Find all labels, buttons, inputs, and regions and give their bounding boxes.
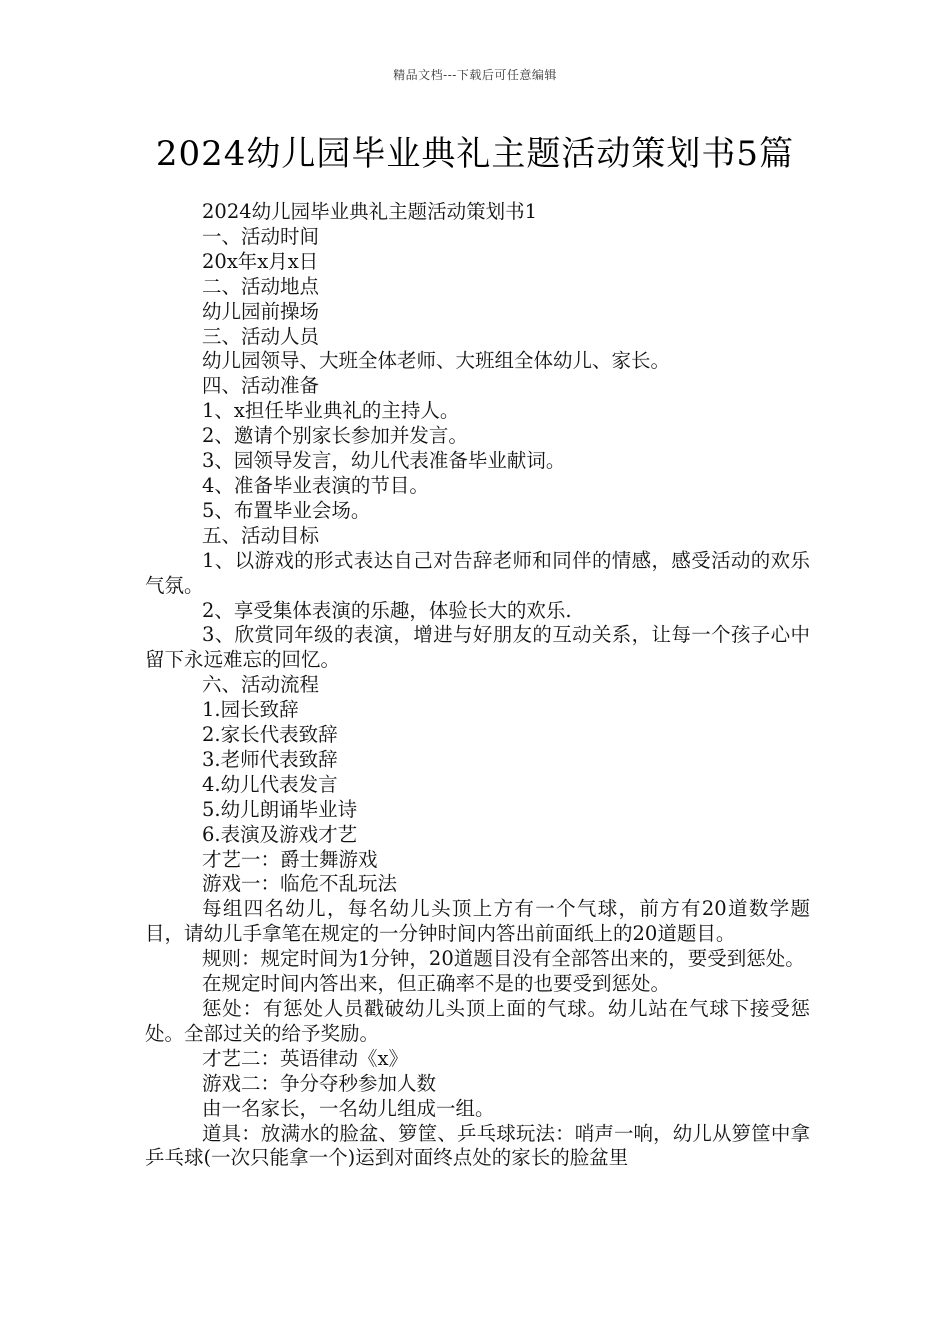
- paragraph: 道具：放满水的脸盆、箩筐、乒乓球玩法：哨声一响，幼儿从箩筐中拿乒乓球(一次只能拿一个)运到对面终点处的家长的脸盆里: [145, 1121, 810, 1170]
- list-item: 4、准备毕业表演的节目。: [202, 473, 429, 497]
- paragraph: 幼儿园领导、大班全体老师、大班组全体幼儿、家长。: [202, 349, 671, 373]
- list-item: 3.老师代表致辞: [202, 747, 338, 771]
- list-item: 3、欣赏同年级的表演，增进与好朋友的互动关系，让每一个孩子心中留下永远难忘的回忆。: [145, 623, 810, 672]
- paragraph: 惩处：有惩处人员戳破幼儿头顶上面的气球。幼儿站在气球下接受惩处。全部过关的给予奖励。: [145, 997, 810, 1045]
- subheading: 才艺二：英语律动《x》: [202, 1046, 408, 1070]
- list-item: 5.幼儿朗诵毕业诗: [202, 797, 358, 821]
- section-title: 2024幼儿园毕业典礼主题活动策划书1: [202, 200, 538, 223]
- document-body: [145, 200, 810, 1171]
- list-item: 2.家长代表致辞: [202, 723, 338, 747]
- list-item: 2、邀请个别家长参加并发言。: [202, 424, 468, 448]
- list-item: 5、布置毕业会场。: [202, 498, 371, 522]
- paragraph: 20x年x月x日: [202, 249, 319, 273]
- subheading: 游戏一：临危不乱玩法: [202, 872, 398, 896]
- paragraph: 规则：规定时间为1分钟，20道题目没有全部答出来的，要受到惩处。: [202, 947, 805, 971]
- list-item: 6.表演及游戏才艺: [202, 822, 358, 846]
- document-title: 2024幼儿园毕业典礼主题活动策划书5篇: [155, 134, 795, 174]
- list-item: 1、x担任毕业典礼的主持人。: [202, 399, 460, 423]
- paragraph: 幼儿园前操场: [202, 299, 320, 323]
- heading-activity-participants: 三、活动人员: [202, 324, 320, 348]
- subheading: 才艺一：爵士舞游戏: [202, 847, 378, 871]
- heading-activity-location: 二、活动地点: [202, 274, 320, 298]
- list-item: 4.幼儿代表发言: [202, 772, 338, 796]
- subheading: 游戏二：争分夺秒参加人数: [202, 1071, 437, 1095]
- heading-activity-process: 六、活动流程: [202, 673, 320, 697]
- list-item: 1.园长致辞: [202, 698, 299, 722]
- heading-activity-preparation: 四、活动准备: [202, 374, 320, 398]
- paragraph: 每组四名幼儿，每名幼儿头顶上方有一个气球，前方有20道数学题目，请幼儿手拿笔在规定的一分钟时间内答出前面纸上的20道题目。: [145, 897, 810, 946]
- list-item: 1、以游戏的形式表达自己对告辞老师和同伴的情感，感受活动的欢乐气氛。: [145, 548, 810, 597]
- heading-activity-time: 一、活动时间: [202, 224, 320, 248]
- paragraph: 由一名家长，一名幼儿组成一组。: [202, 1096, 495, 1120]
- list-item: 3、园领导发言，幼儿代表准备毕业献词。: [202, 449, 566, 473]
- paragraph: 在规定时间内答出来，但正确率不是的也要受到惩处。: [202, 972, 671, 996]
- heading-activity-goals: 五、活动目标: [202, 523, 320, 547]
- page-header-note: 精品文档---下载后可任意编辑: [393, 68, 557, 82]
- list-item: 2、享受集体表演的乐趣，体验长大的欢乐.: [202, 598, 572, 622]
